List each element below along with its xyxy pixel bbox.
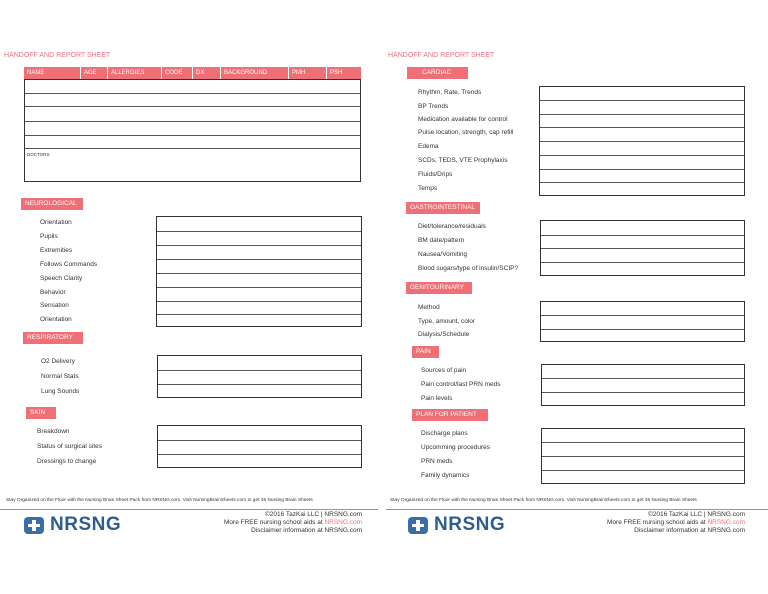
cardiac-header: CARDIAC xyxy=(407,67,468,79)
gi-notes-box[interactable] xyxy=(540,220,745,276)
right-footer-divider xyxy=(386,509,768,510)
right-footer-note: Stay Organized on the Floor with the Nursing Brain Sheet Pack from NRSNG.com. Visit NursingBrainSheets.com to get 35 Nursing Brain Sheets xyxy=(390,498,697,503)
skin-notes-box[interactable] xyxy=(157,425,362,468)
patient-header-row xyxy=(24,67,361,79)
left-nrsng-logo xyxy=(24,514,121,536)
gu-item: Method xyxy=(418,304,440,311)
resp-item: Lung Sounds xyxy=(41,388,80,395)
header-psh: PSH xyxy=(326,67,361,79)
logo-wordmark: NRSNG xyxy=(50,514,122,535)
pain-notes-box[interactable] xyxy=(541,364,745,406)
header-name: NAME xyxy=(27,70,45,76)
gu-item: Type, amount, color xyxy=(418,318,476,325)
pain-item: Pain levels xyxy=(421,395,453,402)
disclaimer-text: Disclaimer information at NRSNG.com xyxy=(251,527,362,534)
nrsng-link[interactable]: NRSNG.com xyxy=(324,519,362,526)
pain-header: PAIN xyxy=(412,346,439,358)
left-credit-block xyxy=(224,511,362,535)
skin-header: SKIN xyxy=(26,407,56,419)
header-allergies: ALLERGIES xyxy=(107,67,161,79)
gu-notes-box[interactable] xyxy=(540,301,745,342)
neuro-item: Orientation xyxy=(40,219,72,226)
header-dx: DX xyxy=(192,67,220,79)
right-credit-block xyxy=(607,511,745,535)
plan-item: Upcomming procedures xyxy=(421,444,491,451)
plan-notes-box[interactable] xyxy=(541,428,745,484)
pain-item: Pain control/last PRN meds xyxy=(421,381,501,388)
patient-info-box[interactable] xyxy=(24,79,361,182)
cardiac-item: Fluids/Drips xyxy=(418,171,453,178)
gi-item: Blood sugars/type of insulin/SCIP? xyxy=(418,265,519,272)
skin-item: Breakdown xyxy=(37,428,70,435)
cardiac-item: BP Trends xyxy=(418,103,449,110)
cardiac-item: Edema xyxy=(418,143,439,150)
resp-item: Normal Stats xyxy=(41,373,79,380)
cardiac-item: Rhythm, Rate, Trends xyxy=(418,89,482,96)
left-footer-divider xyxy=(0,509,378,510)
neuro-item: Orientation xyxy=(40,316,72,323)
resp-notes-box[interactable] xyxy=(157,355,362,398)
gi-item: Nausea/Vomiting xyxy=(418,251,468,258)
right-nrsng-logo xyxy=(408,514,505,536)
cardiac-notes-box[interactable] xyxy=(539,86,745,196)
more-aids-text: More FREE nursing school aids at xyxy=(607,519,708,526)
copyright-text: ©2016 TazKai LLC | NRSNG.com xyxy=(647,511,745,518)
skin-item: Status of surgical sites xyxy=(37,443,103,450)
neuro-item: Behavior xyxy=(40,289,66,296)
medical-cross-icon xyxy=(408,517,428,534)
plan-item: Discharge plans xyxy=(421,430,468,437)
cardiac-item: Pulse location, strength, cap refill xyxy=(418,129,514,136)
right-page-title: HANDOFF AND REPORT SHEET xyxy=(388,52,495,59)
header-age: AGE xyxy=(80,67,107,79)
gi-item: Diet/tolerance/residuals xyxy=(418,223,486,230)
neuro-item: Follows Commands xyxy=(40,261,98,268)
pain-item: Sources of pain xyxy=(421,367,467,374)
medical-cross-icon xyxy=(24,517,44,534)
copyright-text: ©2016 TazKai LLC | NRSNG.com xyxy=(264,511,362,518)
logo-wordmark: NRSNG xyxy=(434,514,506,535)
gi-item: BM date/pattern xyxy=(418,237,465,244)
cardiac-item: Medication available for control xyxy=(418,116,508,123)
header-code: CODE xyxy=(161,67,192,79)
skin-item: Dressings to change xyxy=(37,458,97,465)
plan-item: PRN meds xyxy=(421,458,453,465)
left-footer-note: Stay Organized on the Floor with the Nursing Brain Sheet Pack from NRSNG.com. Visit NursingBrainSheets.com to get 35 Nursing Brain Sheets xyxy=(6,498,313,503)
neuro-item: Pupils xyxy=(40,233,58,240)
header-pmh: PMH xyxy=(288,67,326,79)
neuro-item: Speech Clarity xyxy=(40,275,83,282)
neuro-item: Sensation xyxy=(40,302,69,309)
disclaimer-text: Disclaimer information at NRSNG.com xyxy=(634,527,745,534)
plan-for-patient-header: PLAN FOR PATIENT xyxy=(412,409,488,421)
plan-item: Family dynamics xyxy=(421,472,470,479)
nrsng-link[interactable]: NRSNG.com xyxy=(707,519,745,526)
cardiac-item: SCDs, TEDS, VTE Prophylaxis xyxy=(418,157,508,164)
neuro-item: Extremities xyxy=(40,247,73,254)
neurological-header: NEUROLOGICAL xyxy=(21,198,83,210)
more-aids-text: More FREE nursing school aids at xyxy=(224,519,325,526)
respiratory-header: RESPIRATORY xyxy=(23,332,83,344)
left-page-title: HANDOFF AND REPORT SHEET xyxy=(4,52,111,59)
header-background: BACKGROUND xyxy=(220,67,288,79)
resp-item: O2 Delivery xyxy=(41,358,75,365)
genitourinary-header: GENITOURINARY xyxy=(406,282,472,294)
gu-item: Dialysis/Schedule xyxy=(418,331,470,338)
neuro-notes-box[interactable] xyxy=(156,216,362,327)
doctors-label: DOCTORS: xyxy=(27,152,51,157)
cardiac-item: Temps xyxy=(418,185,438,192)
gastrointestinal-header: GASTROINTESTINAL xyxy=(406,202,480,214)
